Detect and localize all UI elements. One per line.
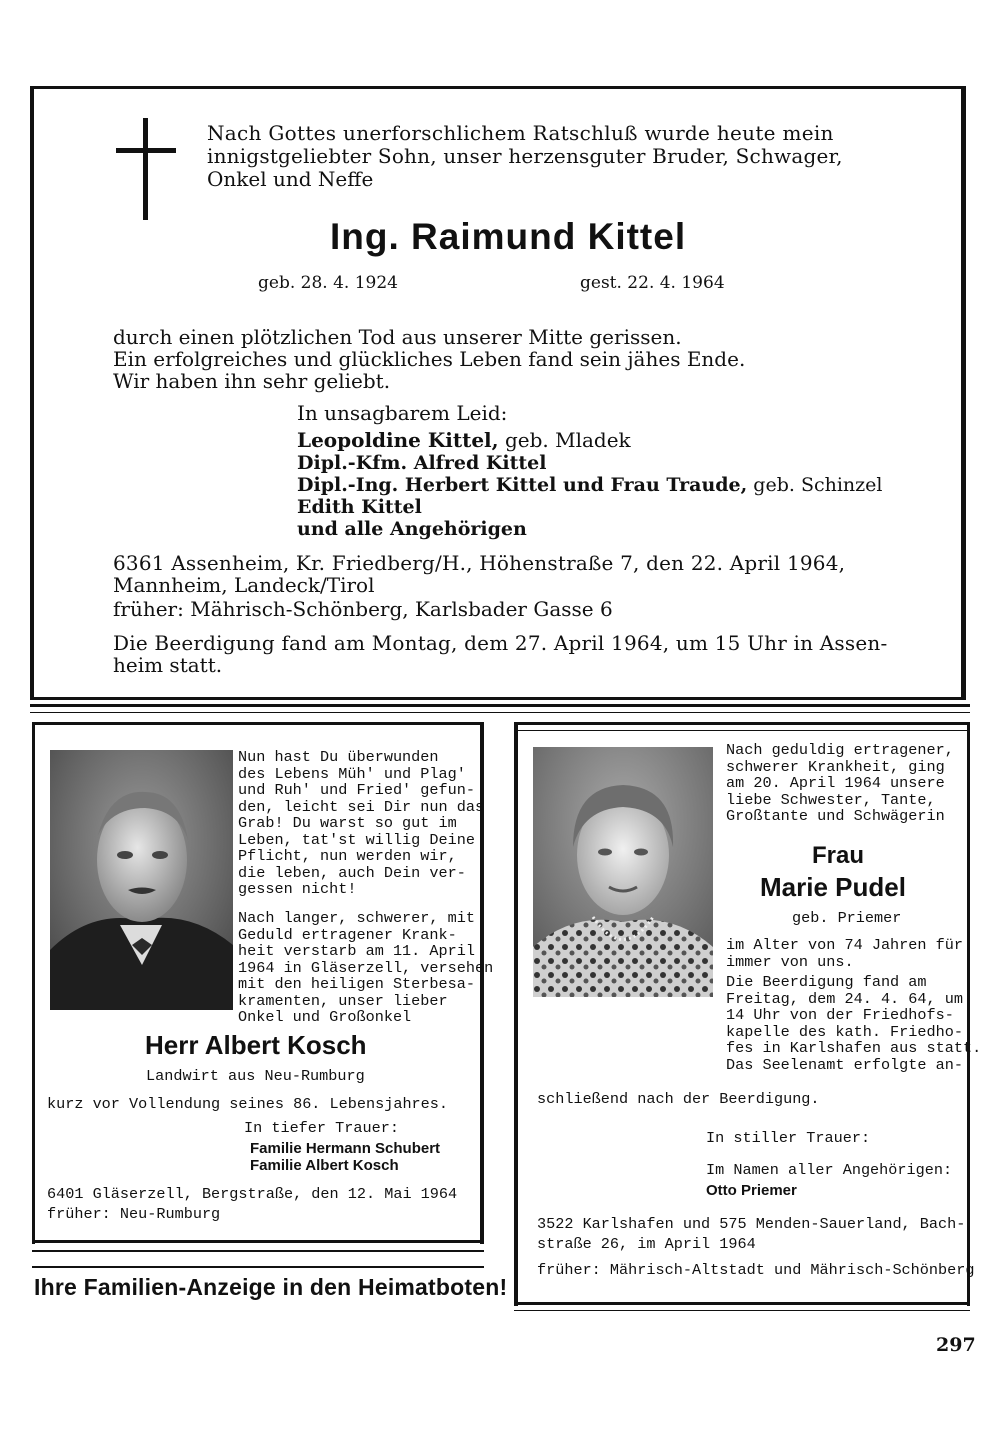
poem-line: Leben, tat'st willig Deine — [238, 830, 475, 849]
cross-icon — [143, 118, 148, 220]
death-date: gest. 22. 4. 1964 — [580, 273, 725, 293]
funeral-line-2: heim statt. — [113, 653, 223, 677]
portrait-marie-pudel — [533, 747, 713, 997]
deceased-name: Ing. Raimund Kittel — [330, 216, 687, 257]
body-line-1: durch einen plötzlichen Tod aus unserer Mitte gerissen. — [113, 325, 682, 349]
pudel-former: früher: Mährisch-Altstadt und Mährisch-Schönberg — [537, 1261, 975, 1279]
pudel-relatives: Im Namen aller Angehörigen: — [706, 1161, 953, 1179]
poem-line: Pflicht, nun werden wir, — [238, 847, 457, 865]
poem-line: und Ruh' und Fried' gefun- — [238, 781, 475, 799]
mourner-1-name: Leopoldine Kittel, — [297, 428, 499, 452]
pudel-text — [726, 937, 981, 1073]
kosch-address: 6401 Gläserzell, Bergstraße, den 12. Mai 1964 — [47, 1185, 458, 1203]
body-line-3: Wir haben ihn sehr geliebt. — [113, 369, 391, 393]
funeral-line-1: Die Beerdigung fand am Montag, dem 27. April 1964, um 15 Uhr in Assen- — [113, 631, 888, 655]
text-line: Geduld ertragener Krank- — [238, 925, 457, 944]
page-number: 297 — [936, 1334, 976, 1356]
intro-line: am 20. April 1964 unsere — [726, 774, 945, 792]
text-line: mit den heiligen Sterbesa- — [238, 975, 475, 993]
intro-line: schwerer Krankheit, ging — [726, 757, 945, 776]
pudel-signer: Otto Priemer — [706, 1182, 797, 1199]
poem-line: Grab! Du warst so gut im — [238, 814, 457, 832]
text-line: im Alter von 74 Jahren für — [726, 936, 963, 954]
kosch-family-1: Familie Hermann Schubert — [250, 1140, 441, 1157]
kosch-occupation: Landwirt aus Neu-Rumburg — [146, 1067, 365, 1085]
address-line-1: 6361 Assenheim, Kr. Friedberg/H., Höhenstraße 7, den 22. April 1964, — [113, 551, 846, 575]
poem-line: die leben, auch Dein ver- — [238, 863, 466, 882]
kosch-name: Herr Albert Kosch — [145, 1030, 367, 1060]
kosch-former: früher: Neu-Rumburg — [47, 1205, 221, 1223]
poem-line: gessen nicht! — [238, 880, 357, 898]
mourner-5: und alle Angehörigen — [297, 518, 527, 540]
left-box-top-rule — [32, 722, 484, 725]
pudel-intro — [726, 742, 954, 825]
kosch-grief-heading: In tiefer Trauer: — [244, 1119, 399, 1137]
mourner-2: Dipl.-Kfm. Alfred Kittel — [297, 452, 547, 474]
mourner-3-name: Dipl.-Ing. Herbert Kittel und Frau Traude, — [297, 474, 748, 496]
intro-line: Nach geduldig ertragener, — [726, 741, 954, 759]
pudel-born: geb. Priemer — [792, 909, 902, 927]
address-line-2: Mannheim, Landeck/Tirol — [113, 573, 375, 597]
text-line: Das Seelenamt erfolgte an- — [726, 1055, 963, 1074]
pudel-address-1: 3522 Karlshafen und 575 Menden-Sauerland, Bach- — [537, 1215, 966, 1233]
poem-line: des Lebens Müh' und Plag' — [238, 764, 466, 783]
pudel-title: Frau — [812, 842, 865, 869]
slogan-top-rule — [32, 1266, 484, 1268]
text-line: fes in Karlshafen aus statt. — [726, 1039, 982, 1057]
mourner-4: Edith Kittel — [297, 496, 422, 518]
grief-heading: In unsagbarem Leid: — [297, 401, 508, 425]
divider-rule — [30, 704, 970, 707]
right-box-top-rule — [514, 722, 970, 725]
intro-line-2: innigstgeliebter Sohn, unser herzensguter Bruder, Schwager, — [207, 144, 843, 168]
intro-line-3: Onkel und Neffe — [207, 167, 374, 191]
pudel-address-2: straße 26, im April 1964 — [537, 1235, 756, 1253]
body-line-2: Ein erfolgreiches und glückliches Leben fand sein jähes Ende. — [113, 347, 746, 371]
intro-line: liebe Schwester, Tante, — [726, 790, 936, 809]
poem — [238, 749, 484, 898]
poem-line: den, leicht sei Dir nun das — [238, 797, 485, 816]
slogan: Ihre Familien-Anzeige in den Heimatboten! — [34, 1274, 508, 1300]
pudel-name: Marie Pudel — [760, 872, 906, 902]
kosch-family-2: Familie Albert Kosch — [250, 1157, 399, 1174]
intro-line-1: Nach Gottes unerforschlichem Ratschluß wurde heute mein — [207, 121, 834, 145]
text-line: Nach langer, schwerer, mit — [238, 909, 475, 927]
mourner-3 — [297, 474, 883, 496]
text-line: 14 Uhr von der Friedhofs- — [726, 1006, 954, 1024]
birth-date: geb. 28. 4. 1924 — [258, 273, 398, 293]
text-line: kapelle des kath. Friedho- — [726, 1022, 963, 1041]
pudel-full-line: schließend nach der Beerdigung. — [537, 1090, 820, 1108]
text-line: kramenten, unser lieber — [238, 991, 448, 1010]
mourner-3-maiden: geb. Schinzel — [747, 474, 883, 496]
mourner-1 — [297, 429, 631, 451]
text-line: 1964 in Gläserzell, versehen — [238, 958, 494, 977]
poem-line: Nun hast Du überwunden — [238, 748, 439, 766]
pudel-grief-heading: In stiller Trauer: — [706, 1129, 871, 1147]
kosch-age: kurz vor Vollendung seines 86. Lebensjahres. — [47, 1095, 449, 1113]
text-line: Die Beerdigung fand am — [726, 973, 927, 991]
left-text — [238, 910, 493, 1026]
former-address: früher: Mährisch-Schönberg, Karlsbader Gasse 6 — [113, 597, 613, 621]
mourner-1-maiden: geb. Mladek — [498, 428, 631, 452]
text-line: Onkel und Großonkel — [238, 1008, 412, 1026]
intro-line: Großtante und Schwägerin — [726, 807, 945, 825]
text-line: immer von uns. — [726, 952, 854, 971]
text-line: Freitag, dem 24. 4. 64, um — [726, 989, 963, 1008]
text-line: heit verstarb am 11. April — [238, 942, 475, 960]
portrait-albert-kosch — [50, 750, 233, 1010]
